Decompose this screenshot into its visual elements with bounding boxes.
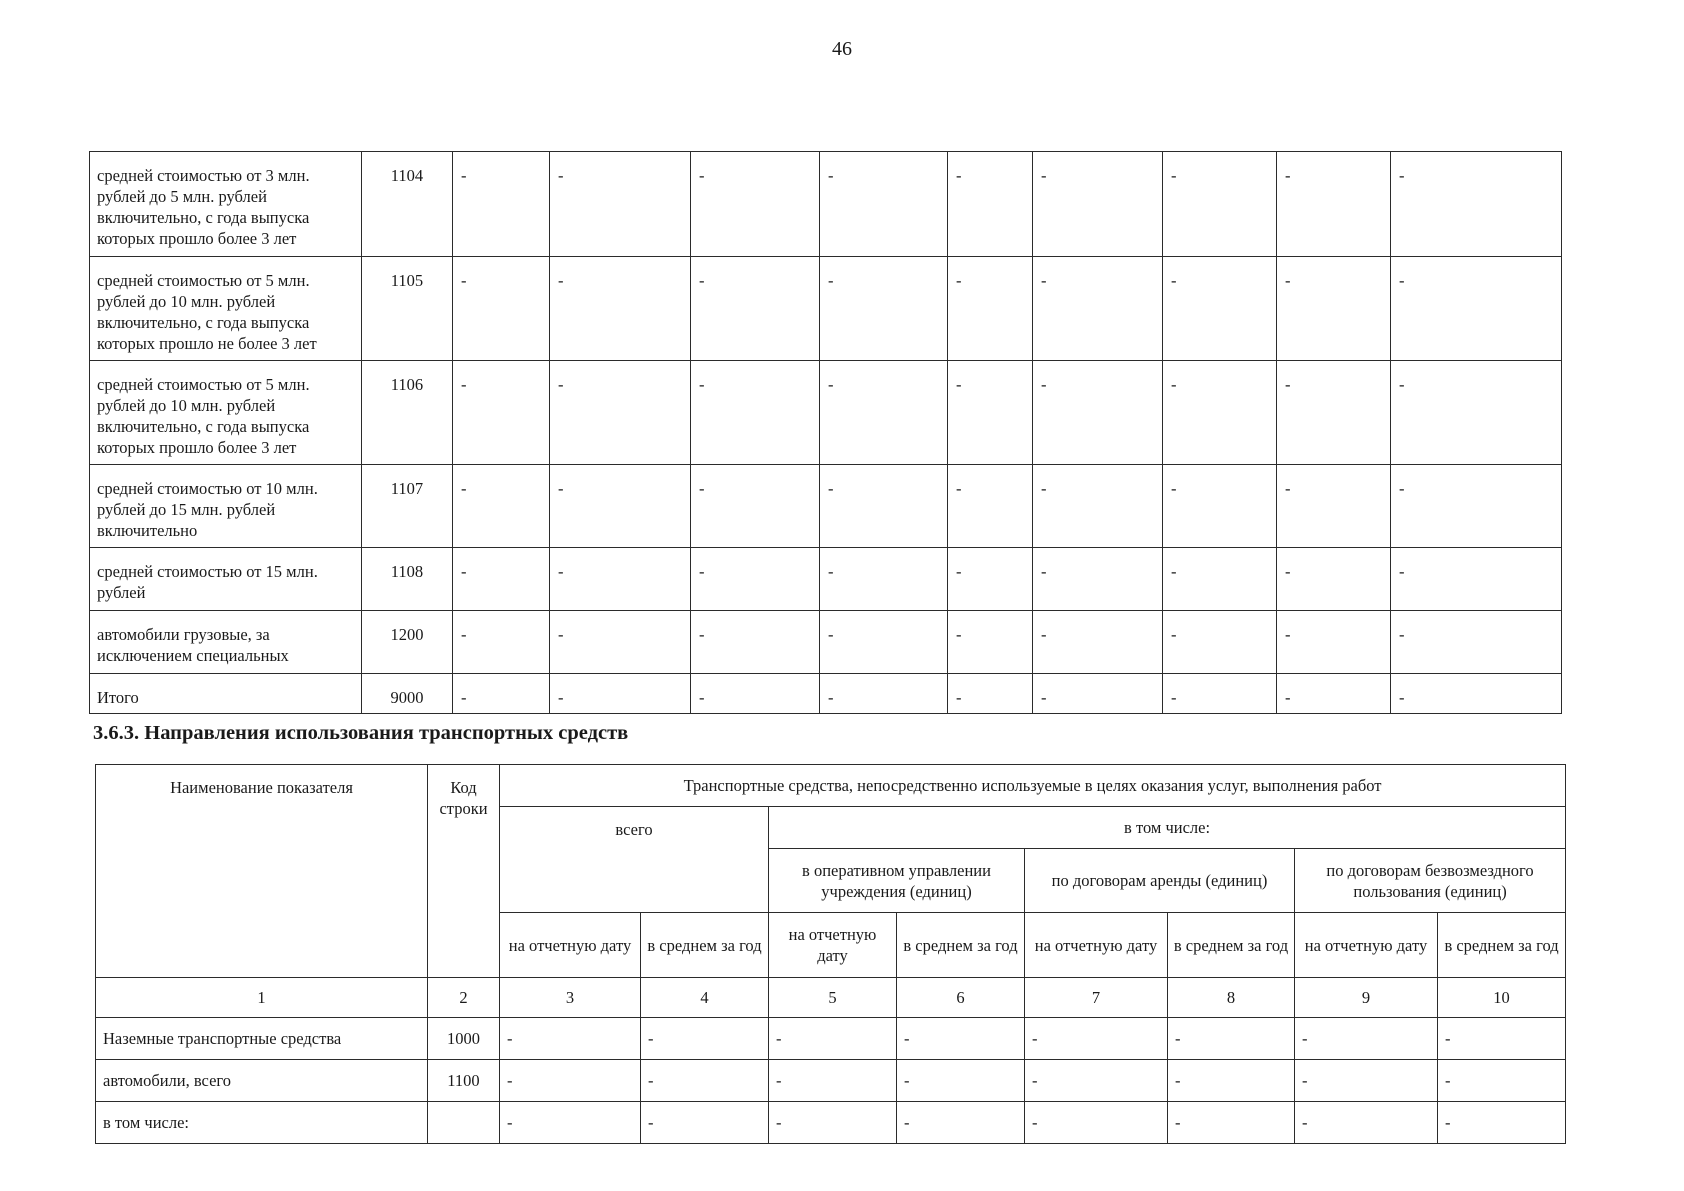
header-lease-agreements: по договорам аренды (единиц) — [1025, 849, 1295, 913]
row-value: - — [550, 548, 691, 611]
row-value: - — [1391, 548, 1562, 611]
row-value: - — [1391, 257, 1562, 361]
section-title: 3.6.3. Направления использования транспортных средств — [93, 722, 629, 744]
header-avg-year: в среднем за год — [897, 913, 1025, 978]
row-value: - — [897, 1018, 1025, 1060]
column-number: 10 — [1438, 978, 1566, 1018]
table-row — [90, 465, 1562, 548]
row-value: - — [550, 361, 691, 465]
column-number: 2 — [428, 978, 500, 1018]
table-row — [90, 257, 1562, 361]
table-row — [90, 152, 1562, 257]
vehicle-usage-table — [95, 764, 1566, 1144]
row-value: - — [948, 611, 1033, 674]
row-value: - — [820, 257, 948, 361]
row-value: - — [897, 1102, 1025, 1144]
row-value: - — [1168, 1102, 1295, 1144]
row-value: - — [1295, 1102, 1438, 1144]
row-value: - — [897, 1060, 1025, 1102]
header-free-use-agreements: по договорам безвозмездного пользования (единиц) — [1295, 849, 1566, 913]
row-value: - — [1033, 611, 1163, 674]
row-name: средней стоимостью от 15 млн. рублей — [90, 548, 362, 611]
row-value: - — [769, 1060, 897, 1102]
row-value: - — [691, 548, 820, 611]
row-value: - — [1163, 674, 1277, 714]
row-name: средней стоимостью от 3 млн. рублей до 5 млн. рублей включительно, с года выпуска которых прошло более 3 лет — [90, 152, 362, 257]
row-value: - — [641, 1102, 769, 1144]
table-row — [96, 1060, 1566, 1102]
row-name: средней стоимостью от 10 млн. рублей до 15 млн. рублей включительно — [90, 465, 362, 548]
row-value: - — [1168, 1060, 1295, 1102]
row-value: - — [1033, 548, 1163, 611]
header-on-date: на отчетную дату — [1295, 913, 1438, 978]
row-code: 1100 — [428, 1060, 500, 1102]
row-value: - — [1391, 465, 1562, 548]
column-number: 7 — [1025, 978, 1168, 1018]
row-code: 1000 — [428, 1018, 500, 1060]
row-value: - — [453, 361, 550, 465]
row-value: - — [820, 361, 948, 465]
row-value: - — [550, 257, 691, 361]
table-row — [90, 674, 1562, 714]
column-number: 4 — [641, 978, 769, 1018]
header-on-date: на отчетную дату — [1025, 913, 1168, 978]
row-value: - — [820, 548, 948, 611]
row-value: - — [550, 674, 691, 714]
row-value: - — [453, 465, 550, 548]
row-value: - — [1163, 257, 1277, 361]
row-code: 9000 — [362, 674, 453, 714]
vehicles-cost-table — [89, 151, 1562, 714]
header-vehicles-used: Транспортные средства, непосредственно используемые в целях оказания услуг, выполнения работ — [500, 765, 1566, 807]
row-code: 1106 — [362, 361, 453, 465]
row-value: - — [1163, 152, 1277, 257]
row-name: в том числе: — [96, 1102, 428, 1144]
row-name: автомобили, всего — [96, 1060, 428, 1102]
row-value: - — [1163, 465, 1277, 548]
row-value: - — [641, 1060, 769, 1102]
row-value: - — [1391, 611, 1562, 674]
row-value: - — [1025, 1102, 1168, 1144]
row-value: - — [1025, 1018, 1168, 1060]
row-value: - — [1033, 674, 1163, 714]
row-value: - — [691, 611, 820, 674]
column-number: 6 — [897, 978, 1025, 1018]
row-value: - — [453, 548, 550, 611]
row-value: - — [948, 152, 1033, 257]
row-value: - — [1033, 152, 1163, 257]
column-number: 8 — [1168, 978, 1295, 1018]
row-value: - — [453, 611, 550, 674]
row-code: 1105 — [362, 257, 453, 361]
header-operative-management: в оперативном управлении учреждения (единиц) — [769, 849, 1025, 913]
header-avg-year: в среднем за год — [1438, 913, 1566, 978]
row-value: - — [1438, 1102, 1566, 1144]
row-code: 1200 — [362, 611, 453, 674]
header-total: всего — [500, 807, 769, 913]
row-value: - — [691, 152, 820, 257]
header-on-date: на отчетную дату — [500, 913, 641, 978]
row-value: - — [500, 1060, 641, 1102]
header-avg-year: в среднем за год — [641, 913, 769, 978]
row-value: - — [1295, 1018, 1438, 1060]
row-value: - — [1391, 674, 1562, 714]
table-row — [90, 611, 1562, 674]
row-value: - — [453, 257, 550, 361]
row-value: - — [500, 1102, 641, 1144]
row-name: автомобили грузовые, за исключением специальных — [90, 611, 362, 674]
row-value: - — [550, 611, 691, 674]
row-value: - — [948, 548, 1033, 611]
row-value: - — [1033, 361, 1163, 465]
row-value: - — [820, 465, 948, 548]
row-value: - — [550, 152, 691, 257]
row-value: - — [1391, 361, 1562, 465]
column-number: 9 — [1295, 978, 1438, 1018]
row-value: - — [691, 361, 820, 465]
row-value: - — [1277, 361, 1391, 465]
header-avg-year: в среднем за год — [1168, 913, 1295, 978]
row-value: - — [1033, 257, 1163, 361]
row-value: - — [453, 152, 550, 257]
row-code — [428, 1102, 500, 1144]
header-row-code: Код строки — [428, 765, 500, 978]
row-code: 1108 — [362, 548, 453, 611]
row-value: - — [1033, 465, 1163, 548]
row-code: 1104 — [362, 152, 453, 257]
row-value: - — [691, 257, 820, 361]
table-row — [90, 548, 1562, 611]
row-value: - — [500, 1018, 641, 1060]
table-row — [96, 1102, 1566, 1144]
row-value: - — [1277, 152, 1391, 257]
row-value: - — [820, 611, 948, 674]
row-value: - — [769, 1018, 897, 1060]
row-value: - — [691, 465, 820, 548]
row-value: - — [641, 1018, 769, 1060]
row-value: - — [1025, 1060, 1168, 1102]
row-value: - — [1168, 1018, 1295, 1060]
row-value: - — [948, 361, 1033, 465]
row-value: - — [948, 465, 1033, 548]
row-value: - — [1277, 674, 1391, 714]
row-value: - — [550, 465, 691, 548]
header-including: в том числе: — [769, 807, 1566, 849]
row-value: - — [691, 674, 820, 714]
row-value: - — [1438, 1060, 1566, 1102]
row-name: средней стоимостью от 5 млн. рублей до 10 млн. рублей включительно, с года выпуска которых прошло более 3 лет — [90, 361, 362, 465]
row-value: - — [948, 257, 1033, 361]
row-value: - — [1438, 1018, 1566, 1060]
row-value: - — [1163, 548, 1277, 611]
header-on-date: на отчетную дату — [769, 913, 897, 978]
row-value: - — [769, 1102, 897, 1144]
row-value: - — [453, 674, 550, 714]
row-value: - — [1295, 1060, 1438, 1102]
row-value: - — [1277, 611, 1391, 674]
row-value: - — [1163, 361, 1277, 465]
row-name: Наземные транспортные средства — [96, 1018, 428, 1060]
row-value: - — [820, 152, 948, 257]
row-value: - — [1163, 611, 1277, 674]
header-indicator-name: Наименование показателя — [96, 765, 428, 978]
column-number: 3 — [500, 978, 641, 1018]
row-value: - — [1391, 152, 1562, 257]
row-value: - — [1277, 465, 1391, 548]
row-name: средней стоимостью от 5 млн. рублей до 10 млн. рублей включительно, с года выпуска которых прошло не более 3 лет — [90, 257, 362, 361]
page-number: 46 — [832, 38, 852, 60]
column-number: 1 — [96, 978, 428, 1018]
table-row — [96, 1018, 1566, 1060]
row-value: - — [1277, 548, 1391, 611]
table-row — [90, 361, 1562, 465]
row-name: Итого — [90, 674, 362, 714]
row-value: - — [948, 674, 1033, 714]
row-value: - — [820, 674, 948, 714]
row-value: - — [1277, 257, 1391, 361]
row-code: 1107 — [362, 465, 453, 548]
column-number: 5 — [769, 978, 897, 1018]
